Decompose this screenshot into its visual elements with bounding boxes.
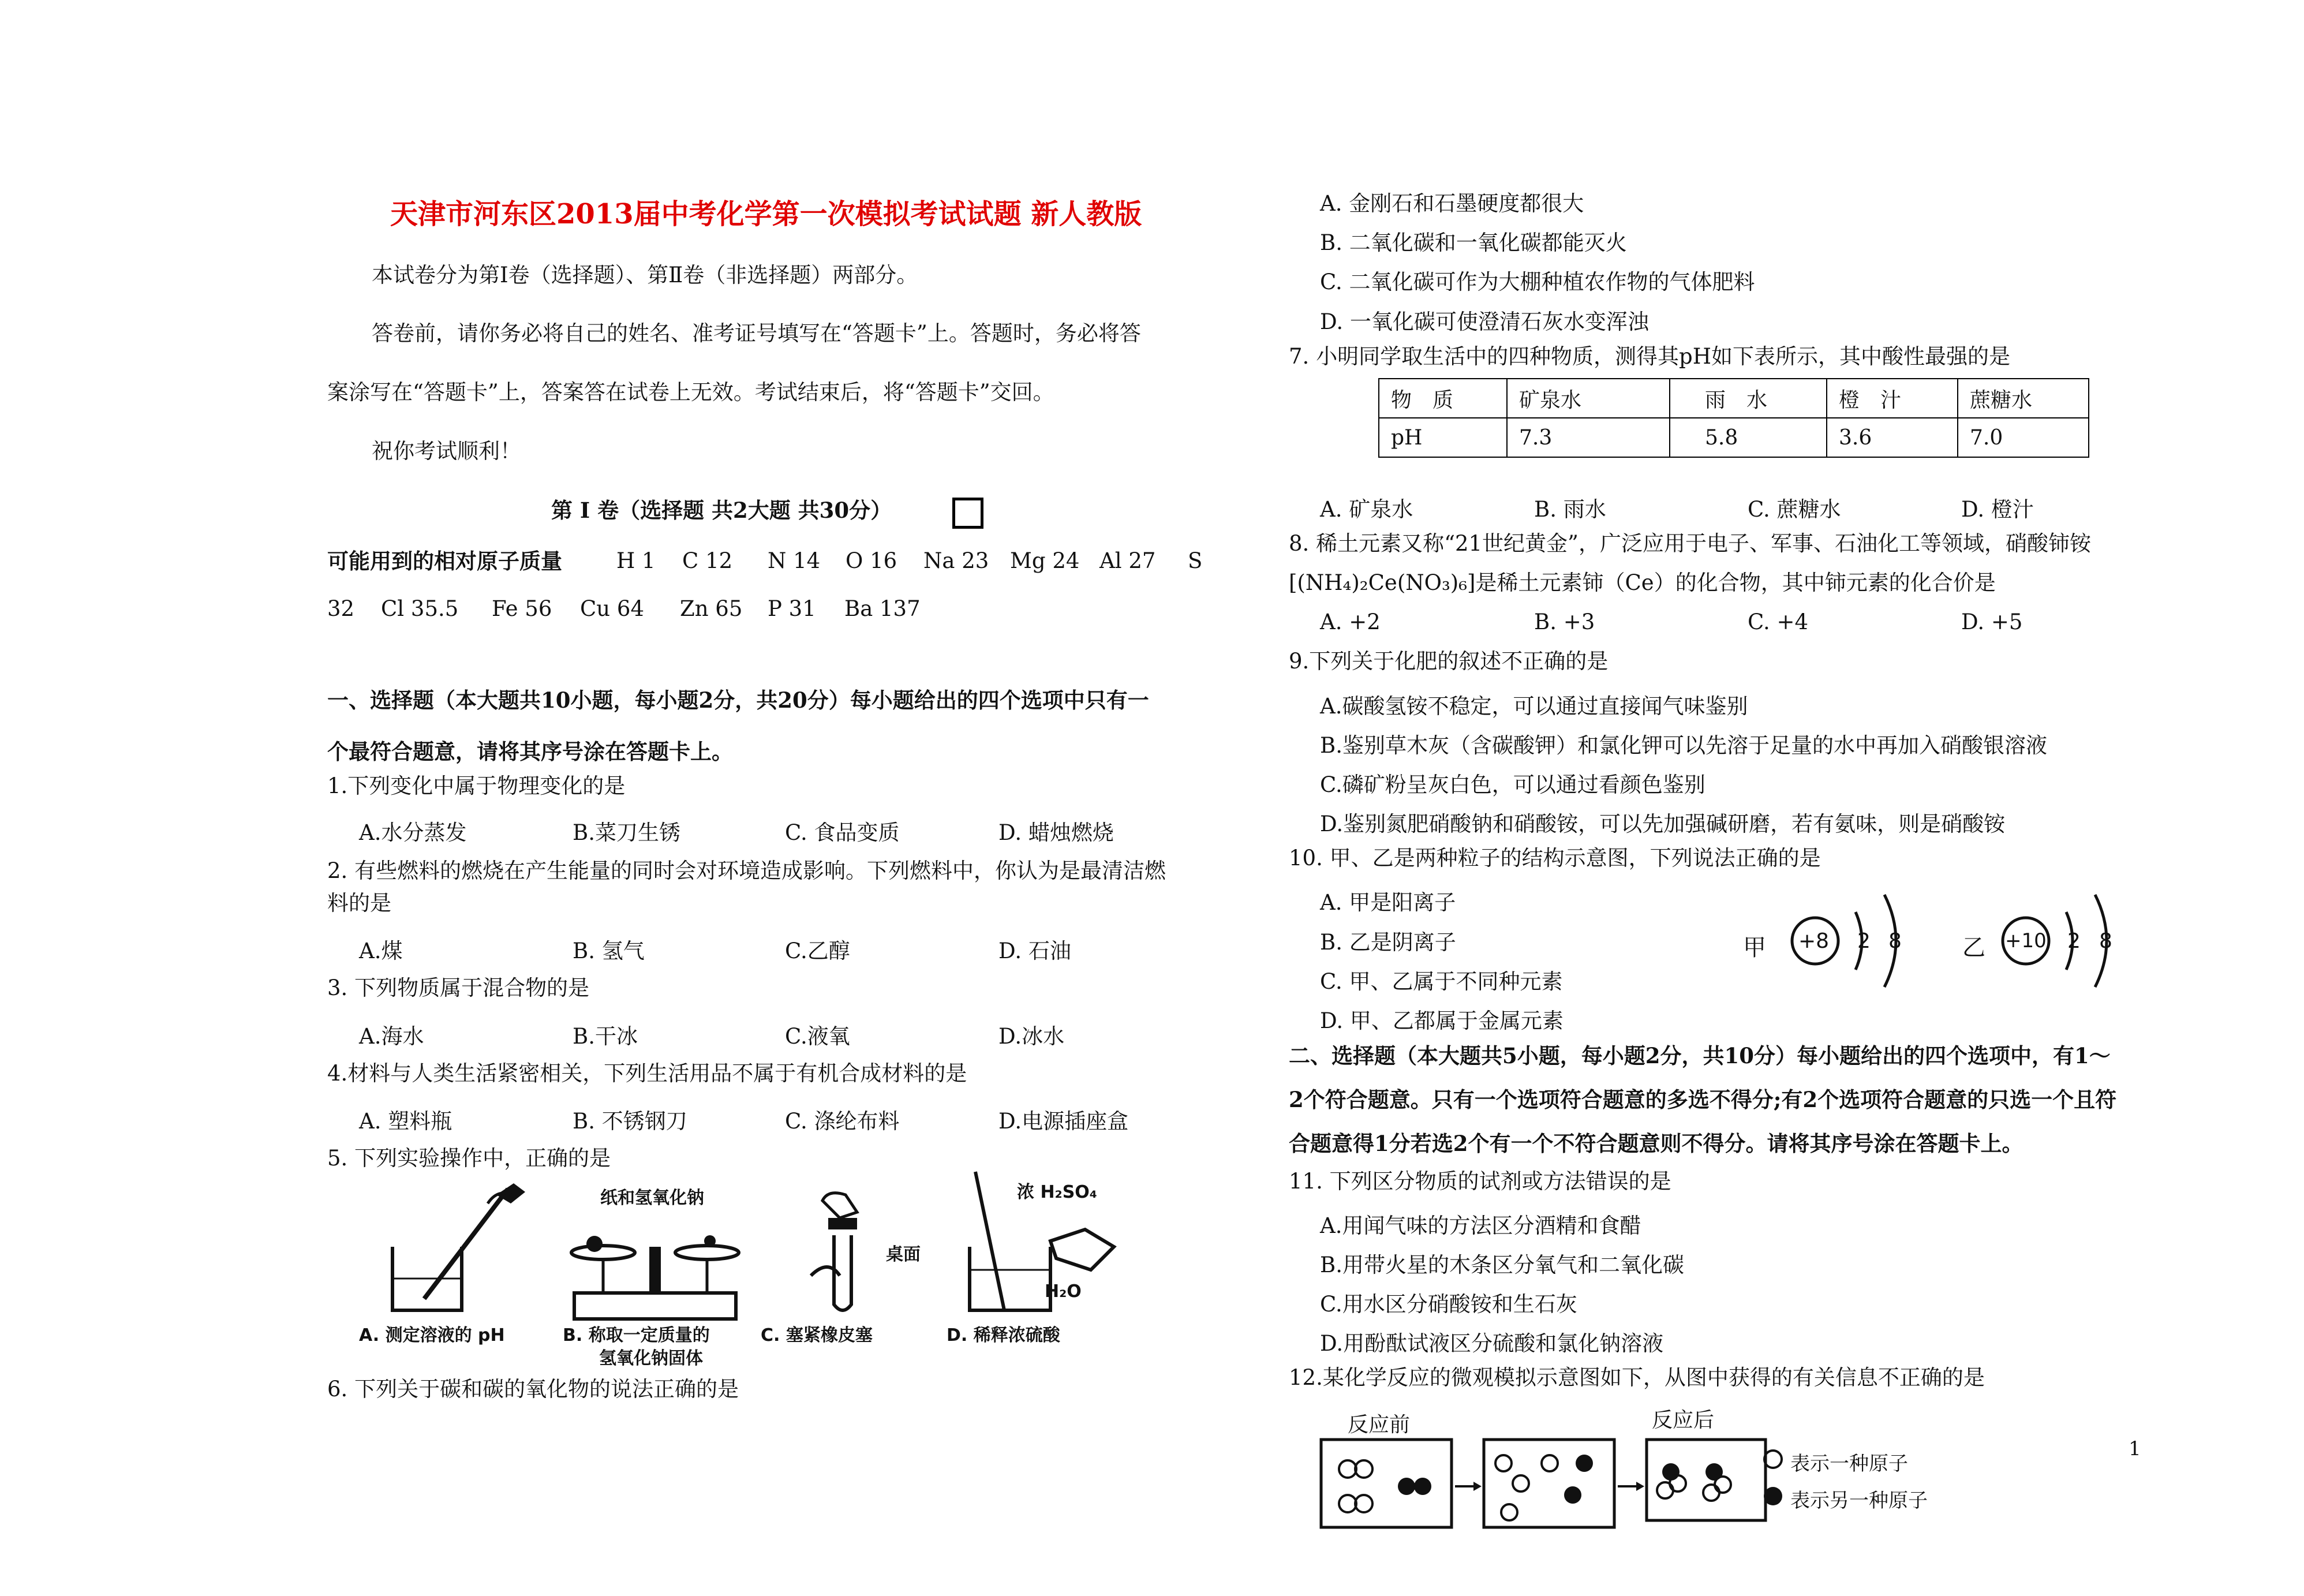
atomic-mass-9: 32	[327, 596, 355, 621]
q9-option-b: B.鉴别草木灰（含碳酸钾）和氯化钾可以先溶于足量的水中再加入硝酸银溶液	[1320, 733, 2047, 758]
q10-option-a: A. 甲是阳离子	[1320, 890, 1456, 915]
q6-option-b: B. 二氧化碳和一氧化碳都能灭火	[1320, 230, 1627, 255]
atomic-mass-15: Ba 137	[844, 596, 921, 621]
ph-table-cell: 5.8	[1670, 418, 1827, 457]
atomic-mass-14: P 31	[768, 596, 816, 621]
q2-option-b: B. 氢气	[573, 939, 645, 963]
q1-stem: 1.下列变化中属于物理变化的是	[327, 773, 626, 798]
reaction-diagram	[1319, 1437, 1769, 1535]
lab-figure-d-acid-label: 浓 H₂SO₄	[1017, 1182, 1097, 1202]
atom-yi-label: 乙	[1962, 935, 1985, 961]
q5-stem: 5. 下列实验操作中，正确的是	[327, 1146, 611, 1171]
lab-figure-d-caption: D. 稀释浓硫酸	[947, 1325, 1060, 1345]
atomic-mass-3: N 14	[768, 548, 821, 573]
lab-figure-d-water-label: H₂O	[1045, 1281, 1082, 1302]
q8-option-d: D. +5	[1961, 610, 2023, 634]
q6-option-a: A. 金刚石和石墨硬度都很大	[1320, 191, 1584, 216]
atomic-mass-5: Na 23	[923, 548, 989, 573]
lab-figure-b-paper-label: 纸和氢氧化钠	[600, 1188, 704, 1208]
reaction-after-label: 反应后	[1652, 1408, 1715, 1432]
atomic-mass-11: Fe 56	[492, 596, 552, 621]
atomic-mass-10: Cl 35.5	[381, 596, 459, 621]
part-1-heading-b: 个最符合题意，请将其序号涂在答题卡上。	[327, 739, 733, 764]
q2-stem-a: 2. 有些燃料的燃烧在产生能量的同时会对环境造成影响。下列燃料中，你认为是最清洁燃	[327, 858, 1166, 883]
section-1-header: 第 Ⅰ 卷（选择题 共2大题 共30分）	[551, 498, 892, 523]
ph-table-header-cell: 蔗糖水	[1958, 379, 2089, 418]
ph-table-header-row	[1379, 379, 2089, 418]
atom-jia-shell-2: 8	[1888, 929, 1902, 953]
lab-figure-c-desk-label: 桌面	[886, 1244, 921, 1265]
lab-figure-c-illustration	[799, 1189, 892, 1316]
q3-option-d: D.冰水	[998, 1024, 1065, 1049]
lab-figure-b-caption-2: 氢氧化钠固体	[599, 1348, 703, 1369]
part-1-heading-a: 一、选择题（本大题共10小题，每小题2分，共20分）每小题给出的四个选项中只有一	[327, 687, 1149, 713]
q4-option-b: B. 不锈钢刀	[573, 1109, 687, 1134]
q8-option-c: C. +4	[1748, 610, 1809, 634]
q2-stem-b: 料的是	[327, 891, 391, 915]
q11-option-a: A.用闻气味的方法区分酒精和食醋	[1320, 1213, 1641, 1238]
ph-table-cell: 7.0	[1958, 418, 2089, 457]
atom-yi-nucleus: +10	[2005, 929, 2047, 952]
q3-option-c: C.液氧	[785, 1024, 850, 1049]
q10-option-b: B. 乙是阴离子	[1320, 930, 1456, 955]
lab-figure-b-balance	[563, 1212, 747, 1322]
q1-option-b: B.菜刀生锈	[573, 820, 680, 845]
atom-yi-shell-2: 8	[2099, 929, 2112, 953]
atom-jia-shell-1: 2	[1857, 929, 1871, 953]
atomic-mass-4: O 16	[846, 548, 897, 573]
answer-checkbox	[952, 498, 983, 529]
atomic-mass-13: Zn 65	[680, 596, 743, 621]
q6-stem: 6. 下列关于碳和碳的氧化物的说法正确的是	[327, 1377, 739, 1401]
lab-figure-b-caption-1: B. 称取一定质量的	[563, 1325, 710, 1345]
ph-table-header-cell: 矿泉水	[1507, 379, 1670, 418]
q12-stem: 12.某化学反应的微观模拟示意图如下，从图中获得的有关信息不正确的是	[1289, 1365, 1985, 1390]
q1-option-d: D. 蜡烛燃烧	[998, 820, 1114, 845]
q8-stem-a: 8. 稀土元素又称“21世纪黄金”，广泛应用于电子、军事、石油化工等领域，硝酸铈铵	[1289, 531, 2091, 556]
q4-option-c: C. 涤纶布料	[785, 1109, 900, 1134]
atomic-mass-8: S	[1188, 548, 1203, 573]
q4-option-d: D.电源插座盒	[998, 1109, 1129, 1134]
atom-jia-label: 甲	[1743, 935, 1766, 961]
q7-stem: 7. 小明同学取生活中的四种物质，测得其pH如下表所示，其中酸性最强的是	[1289, 344, 2011, 369]
q3-option-b: B.干冰	[573, 1024, 638, 1049]
q9-option-a: A.碳酸氢铵不稳定，可以通过直接闻气味鉴别	[1320, 694, 1748, 719]
page-number: 1	[2129, 1437, 2141, 1460]
q11-option-b: B.用带火星的木条区分氧气和二氧化碳	[1320, 1253, 1684, 1277]
q10-option-d: D. 甲、乙都属于金属元素	[1320, 1008, 1564, 1033]
q8-option-b: B. +3	[1534, 610, 1595, 634]
part-2-heading-b: 2个符合题意。只有一个选项符合题意的多选不得分;有2个选项符合题意的只选一个且符	[1289, 1087, 2117, 1112]
atomic-mass-label: 可能用到的相对原子质量	[327, 548, 562, 574]
q1-option-c: C. 食品变质	[785, 820, 900, 845]
atomic-mass-2: C 12	[682, 548, 733, 573]
atomic-mass-7: Al 27	[1099, 548, 1156, 573]
ph-table-header-cell: 物 质	[1379, 379, 1507, 418]
legend-filled-label: 表示另一种原子	[1790, 1489, 1928, 1512]
ph-table-cell: pH	[1379, 418, 1507, 457]
part-2-heading-c: 合题意得1分若选2个有一个不符合题意则不得分。请将其序号涂在答题卡上。	[1289, 1131, 2024, 1156]
q9-option-c: C.磷矿粉呈灰白色，可以通过看颜色鉴别	[1320, 772, 1705, 797]
q10-stem: 10. 甲、乙是两种粒子的结构示意图，下列说法正确的是	[1289, 846, 1821, 870]
q6-option-d: D. 一氧化碳可使澄清石灰水变浑浊	[1320, 309, 1649, 334]
intro-paragraph-2a: 答卷前，请你务必将自己的姓名、准考证号填写在“答题卡”上。答题时，务必将答	[372, 321, 1141, 346]
ph-table-header-cell: 雨 水	[1670, 379, 1827, 418]
q7-option-d: D. 橙汁	[1961, 497, 2034, 522]
q2-option-c: C.乙醇	[785, 939, 850, 963]
q11-option-d: D.用酚酞试液区分硫酸和氯化钠溶液	[1320, 1331, 1664, 1356]
lab-figure-a-caption: A. 测定溶液的 pH	[359, 1325, 505, 1345]
lab-figure-c-caption: C. 塞紧橡皮塞	[761, 1325, 873, 1345]
legend-open-circle-icon	[1761, 1448, 1785, 1471]
atom-yi-shell-1: 2	[2067, 929, 2081, 953]
atomic-mass-12: Cu 64	[580, 596, 644, 621]
ph-table-cell: 3.6	[1827, 418, 1958, 457]
legend-open-label: 表示一种原子	[1790, 1452, 1908, 1475]
legend-filled-circle-icon	[1761, 1485, 1785, 1508]
atomic-mass-1: H 1	[616, 548, 656, 573]
part-2-heading-a: 二、选择题（本大题共5小题，每小题2分，共10分）每小题给出的四个选项中，有1～	[1289, 1043, 2111, 1068]
q9-option-d: D.鉴别氮肥硝酸钠和硝酸铵，可以先加强碱研磨，若有氨味，则是硝酸铵	[1320, 812, 2006, 836]
q7-option-c: C. 蔗糖水	[1748, 497, 1841, 522]
q7-option-a: A. 矿泉水	[1320, 497, 1413, 522]
reaction-before-label: 反应前	[1348, 1413, 1411, 1437]
intro-paragraph-1: 本试卷分为第Ⅰ卷（选择题）、第Ⅱ卷（非选择题）两部分。	[372, 263, 918, 287]
q11-option-c: C.用水区分硝酸铵和生石灰	[1320, 1292, 1577, 1317]
q8-option-a: A. +2	[1320, 610, 1381, 634]
q10-option-c: C. 甲、乙属于不同种元素	[1320, 969, 1563, 994]
atom-jia-nucleus: +8	[1798, 929, 1830, 953]
q4-option-a: A. 塑料瓶	[359, 1109, 452, 1134]
ph-table-header-cell: 橙 汁	[1827, 379, 1958, 418]
q4-stem: 4.材料与人类生活紧密相关，下列生活用品不属于有机合成材料的是	[327, 1061, 967, 1086]
intro-paragraph-2b: 案涂写在“答题卡”上，答案答在试卷上无效。考试结束后，将“答题卡”交回。	[327, 380, 1054, 405]
q6-option-c: C. 二氧化碳可作为大棚种植农作物的气体肥料	[1320, 270, 1755, 294]
q9-stem: 9.下列关于化肥的叙述不正确的是	[1289, 649, 1609, 674]
page-title: 天津市河东区2013届中考化学第一次模拟考试试题 新人教版	[390, 198, 1142, 230]
lab-figure-a-illustration	[381, 1178, 531, 1316]
ph-table-cell: 7.3	[1507, 418, 1670, 457]
q3-option-a: A.海水	[359, 1024, 424, 1049]
q3-stem: 3. 下列物质属于混合物的是	[327, 975, 590, 1000]
q1-option-a: A.水分蒸发	[359, 820, 467, 845]
ph-table-value-row	[1379, 418, 2089, 457]
intro-paragraph-3: 祝你考试顺利！	[372, 439, 521, 464]
ph-table	[1378, 378, 2089, 458]
q2-option-a: A.煤	[359, 939, 403, 963]
q2-option-d: D. 石油	[998, 939, 1071, 963]
q7-option-b: B. 雨水	[1534, 497, 1606, 522]
q8-stem-b: [(NH₄)₂Ce(NO₃)₆]是稀土元素铈（Ce）的化合物，其中铈元素的化合价是	[1289, 570, 1996, 595]
atomic-mass-6: Mg 24	[1010, 548, 1080, 573]
q11-stem: 11. 下列区分物质的试剂或方法错误的是	[1289, 1169, 1671, 1194]
